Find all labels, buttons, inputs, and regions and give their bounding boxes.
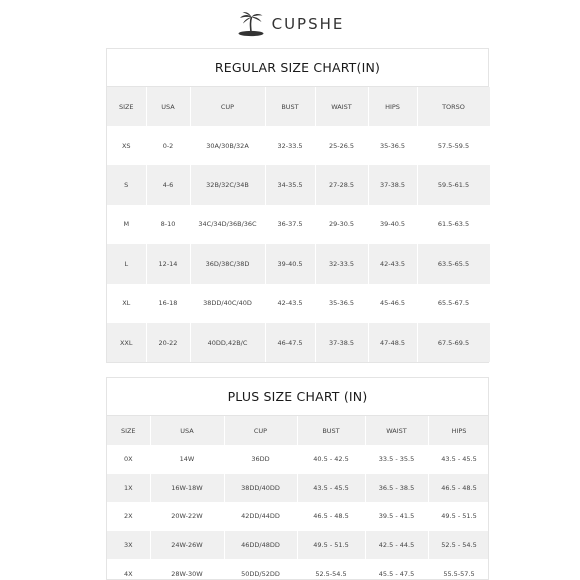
cell-waist: 39.5 - 41.5 <box>365 502 428 531</box>
cell-usa: 16W-18W <box>150 474 224 503</box>
cell-usa: 16-18 <box>146 284 190 323</box>
col-header-waist: WAIST <box>315 87 368 126</box>
col-header-hips: HIPS <box>368 87 417 126</box>
cell-torso: 65.5-67.5 <box>417 284 490 323</box>
plus-chart-title: PLUS SIZE CHART (IN) <box>107 378 488 416</box>
brand-header <box>0 8 580 40</box>
cell-usa: 4-6 <box>146 165 190 204</box>
cell-cup: 38DD/40DD <box>224 474 297 503</box>
brand-name: CUPSHE <box>271 15 345 33</box>
cell-waist: 32-33.5 <box>315 244 368 283</box>
cell-size: 1X <box>107 474 150 503</box>
cell-hips: 46.5 - 48.5 <box>428 474 489 503</box>
cell-hips: 49.5 - 51.5 <box>428 502 489 531</box>
regular-size-chart <box>106 48 489 363</box>
col-header-waist: WAIST <box>365 416 428 445</box>
cell-torso: 61.5-63.5 <box>417 205 490 244</box>
cell-size: 3X <box>107 531 150 560</box>
col-header-size: SIZE <box>107 416 150 445</box>
cell-bust: 42-43.5 <box>265 284 315 323</box>
cell-cup: 36D/38C/38D <box>190 244 265 283</box>
cell-waist: 36.5 - 38.5 <box>365 474 428 503</box>
cell-usa: 0-2 <box>146 126 190 165</box>
col-header-bust: BUST <box>297 416 365 445</box>
cell-waist: 37-38.5 <box>315 323 368 362</box>
cell-waist: 25-26.5 <box>315 126 368 165</box>
cell-size: S <box>107 165 146 204</box>
cell-bust: 32-33.5 <box>265 126 315 165</box>
cell-hips: 39-40.5 <box>368 205 417 244</box>
table-row <box>107 559 489 580</box>
cell-usa: 24W-26W <box>150 531 224 560</box>
cell-size: 4X <box>107 559 150 580</box>
regular-chart-title: REGULAR SIZE CHART(IN) <box>107 49 488 87</box>
col-header-cup: CUP <box>190 87 265 126</box>
cell-waist: 29-30.5 <box>315 205 368 244</box>
table-row <box>107 531 489 560</box>
table-row <box>107 205 490 244</box>
cell-size: XL <box>107 284 146 323</box>
table-row <box>107 323 490 362</box>
cell-hips: 55.5-57.5 <box>428 559 489 580</box>
cell-hips: 35-36.5 <box>368 126 417 165</box>
cell-cup: 40DD,42B/C <box>190 323 265 362</box>
cell-hips: 43.5 - 45.5 <box>428 445 489 474</box>
table-row <box>107 284 490 323</box>
cell-waist: 42.5 - 44.5 <box>365 531 428 560</box>
cell-bust: 52.5-54.5 <box>297 559 365 580</box>
cell-torso: 57.5-59.5 <box>417 126 490 165</box>
col-header-usa: USA <box>150 416 224 445</box>
table-row <box>107 126 490 165</box>
cell-usa: 28W-30W <box>150 559 224 580</box>
cell-cup: 36DD <box>224 445 297 474</box>
cell-size: 0X <box>107 445 150 474</box>
cell-cup: 46DD/48DD <box>224 531 297 560</box>
cell-waist: 35-36.5 <box>315 284 368 323</box>
cell-bust: 46-47.5 <box>265 323 315 362</box>
cell-size: 2X <box>107 502 150 531</box>
cell-waist: 45.5 - 47.5 <box>365 559 428 580</box>
cell-waist: 33.5 - 35.5 <box>365 445 428 474</box>
cell-bust: 34-35.5 <box>265 165 315 204</box>
table-row <box>107 244 490 283</box>
cell-torso: 59.5-61.5 <box>417 165 490 204</box>
table-row <box>107 445 489 474</box>
cell-cup: 50DD/52DD <box>224 559 297 580</box>
cell-cup: 32B/32C/34B <box>190 165 265 204</box>
cell-hips: 37-38.5 <box>368 165 417 204</box>
cell-hips: 45-46.5 <box>368 284 417 323</box>
cell-bust: 40.5 - 42.5 <box>297 445 365 474</box>
cell-cup: 30A/30B/32A <box>190 126 265 165</box>
col-header-bust: BUST <box>265 87 315 126</box>
col-header-usa: USA <box>146 87 190 126</box>
cell-size: XS <box>107 126 146 165</box>
cell-torso: 67.5-69.5 <box>417 323 490 362</box>
cell-cup: 38DD/40C/40D <box>190 284 265 323</box>
cell-waist: 27-28.5 <box>315 165 368 204</box>
cell-hips: 42-43.5 <box>368 244 417 283</box>
cell-usa: 8-10 <box>146 205 190 244</box>
cell-size: L <box>107 244 146 283</box>
cell-usa: 20W-22W <box>150 502 224 531</box>
cell-usa: 20-22 <box>146 323 190 362</box>
palm-tree-island-icon <box>236 10 266 38</box>
cell-bust: 49.5 - 51.5 <box>297 531 365 560</box>
col-header-cup: CUP <box>224 416 297 445</box>
table-row <box>107 474 489 503</box>
cell-cup: 42DD/44DD <box>224 502 297 531</box>
cell-hips: 47-48.5 <box>368 323 417 362</box>
plus-header-row <box>107 416 489 445</box>
cell-usa: 12-14 <box>146 244 190 283</box>
cell-size: XXL <box>107 323 146 362</box>
regular-header-row <box>107 87 490 126</box>
cell-usa: 14W <box>150 445 224 474</box>
cell-bust: 36-37.5 <box>265 205 315 244</box>
col-header-hips: HIPS <box>428 416 489 445</box>
cell-torso: 63.5-65.5 <box>417 244 490 283</box>
cell-bust: 46.5 - 48.5 <box>297 502 365 531</box>
cell-bust: 43.5 - 45.5 <box>297 474 365 503</box>
table-row <box>107 165 490 204</box>
table-row <box>107 502 489 531</box>
plus-size-chart <box>106 377 489 580</box>
cell-cup: 34C/34D/36B/36C <box>190 205 265 244</box>
col-header-torso: TORSO <box>417 87 490 126</box>
cell-hips: 52.5 - 54.5 <box>428 531 489 560</box>
col-header-size: SIZE <box>107 87 146 126</box>
cell-size: M <box>107 205 146 244</box>
regular-size-table <box>107 87 491 362</box>
plus-size-table <box>107 416 489 580</box>
cell-bust: 39-40.5 <box>265 244 315 283</box>
